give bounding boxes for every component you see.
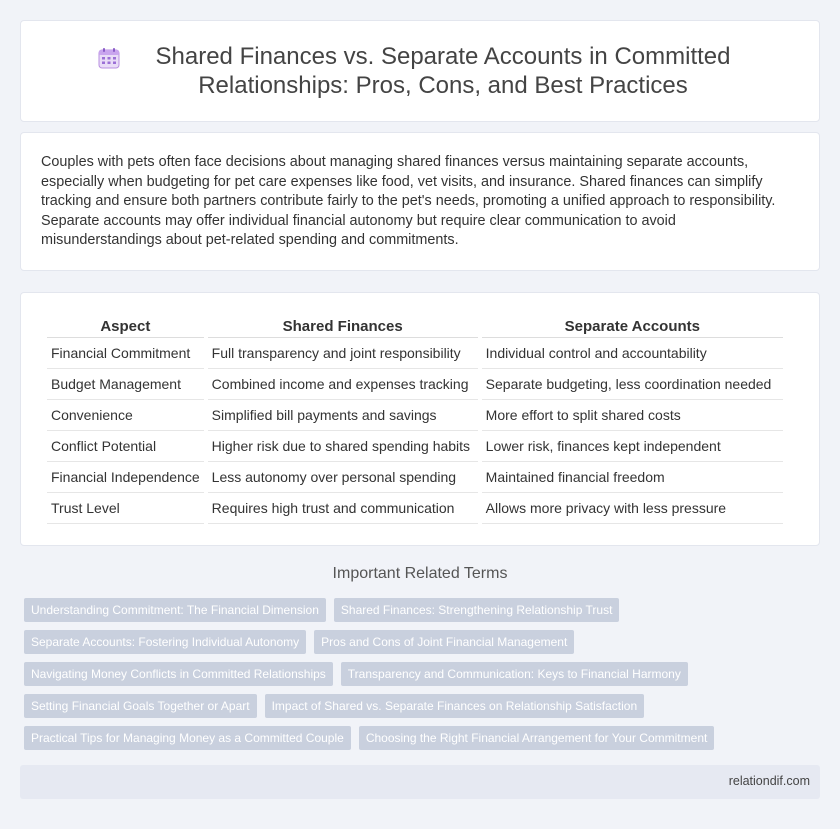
- table-row: [47, 338, 783, 369]
- table-cell: Conflict Potential: [47, 431, 204, 462]
- related-term-tag[interactable]: Separate Accounts: Fostering Individual Autonomy: [24, 630, 306, 654]
- footer: [20, 765, 820, 799]
- table-cell: Higher risk due to shared spending habits: [208, 431, 478, 462]
- table-cell: Budget Management: [47, 369, 204, 400]
- table-cell: Combined income and expenses tracking: [208, 369, 478, 400]
- related-term-tag[interactable]: Setting Financial Goals Together or Apart: [24, 694, 257, 718]
- column-header: Aspect: [47, 315, 204, 338]
- table-row: [47, 431, 783, 462]
- header-card: [20, 20, 820, 122]
- table-cell: Separate budgeting, less coordination needed: [482, 369, 783, 400]
- table-cell: Allows more privacy with less pressure: [482, 493, 783, 524]
- table-cell: Individual control and accountability: [482, 338, 783, 369]
- tag-row: [24, 598, 824, 622]
- table-row: [47, 369, 783, 400]
- related-term-tag[interactable]: Practical Tips for Managing Money as a Committed Couple: [24, 726, 351, 750]
- intro-card: [20, 132, 820, 271]
- table-cell: Simplified bill payments and savings: [208, 400, 478, 431]
- table-cell: Less autonomy over personal spending: [208, 462, 478, 493]
- comparison-table-card: [20, 292, 820, 546]
- related-term-tag[interactable]: Choosing the Right Financial Arrangement for Your Commitment: [359, 726, 715, 750]
- tag-row: [24, 630, 824, 654]
- related-terms-list: [24, 598, 824, 758]
- table-cell: Requires high trust and communication: [208, 493, 478, 524]
- related-term-tag[interactable]: Impact of Shared vs. Separate Finances on Relationship Satisfaction: [265, 694, 645, 718]
- column-header: Shared Finances: [208, 315, 478, 338]
- table-cell: Lower risk, finances kept independent: [482, 431, 783, 462]
- related-term-tag[interactable]: Navigating Money Conflicts in Committed Relationships: [24, 662, 333, 686]
- table-row: [47, 400, 783, 431]
- table-cell: Financial Commitment: [47, 338, 204, 369]
- related-term-tag[interactable]: Transparency and Communication: Keys to Financial Harmony: [341, 662, 688, 686]
- table-row: [47, 462, 783, 493]
- page-title: Shared Finances vs. Separate Accounts in Committed Relationships: Pros, Cons, and Best Practices: [155, 43, 731, 99]
- table-row: [47, 493, 783, 524]
- table-cell: More effort to split shared costs: [482, 400, 783, 431]
- table-cell: Maintained financial freedom: [482, 462, 783, 493]
- related-terms-title: Important Related Terms: [332, 565, 508, 582]
- table-header-row: [47, 315, 783, 338]
- tag-row: [24, 662, 824, 686]
- calendar-icon: [97, 46, 121, 70]
- related-term-tag[interactable]: Pros and Cons of Joint Financial Management: [314, 630, 574, 654]
- related-term-tag[interactable]: Understanding Commitment: The Financial Dimension: [24, 598, 326, 622]
- footer-site-link[interactable]: relationdif.com: [728, 774, 810, 788]
- column-header: Separate Accounts: [482, 315, 783, 338]
- table-cell: Convenience: [47, 400, 204, 431]
- table-cell: Financial Independence: [47, 462, 204, 493]
- tag-row: [24, 726, 824, 750]
- tag-row: [24, 694, 824, 718]
- related-term-tag[interactable]: Shared Finances: Strengthening Relationship Trust: [334, 598, 620, 622]
- intro-paragraph: Couples with pets often face decisions about managing shared finances versus maintaining separate accounts, especially when budgeting for pet care expenses like food, vet visits, and insurance. Shared finances can simplify tracking and ensure both partners contribute fairly to the pet's needs, promoting a unified approach to responsibility. Separate accounts may offer individual financial autonomy but require clear communication to avoid misunderstandings about pet-related spending and commitments.: [41, 154, 776, 248]
- comparison-table: [43, 315, 787, 524]
- table-cell: Trust Level: [47, 493, 204, 524]
- table-cell: Full transparency and joint responsibility: [208, 338, 478, 369]
